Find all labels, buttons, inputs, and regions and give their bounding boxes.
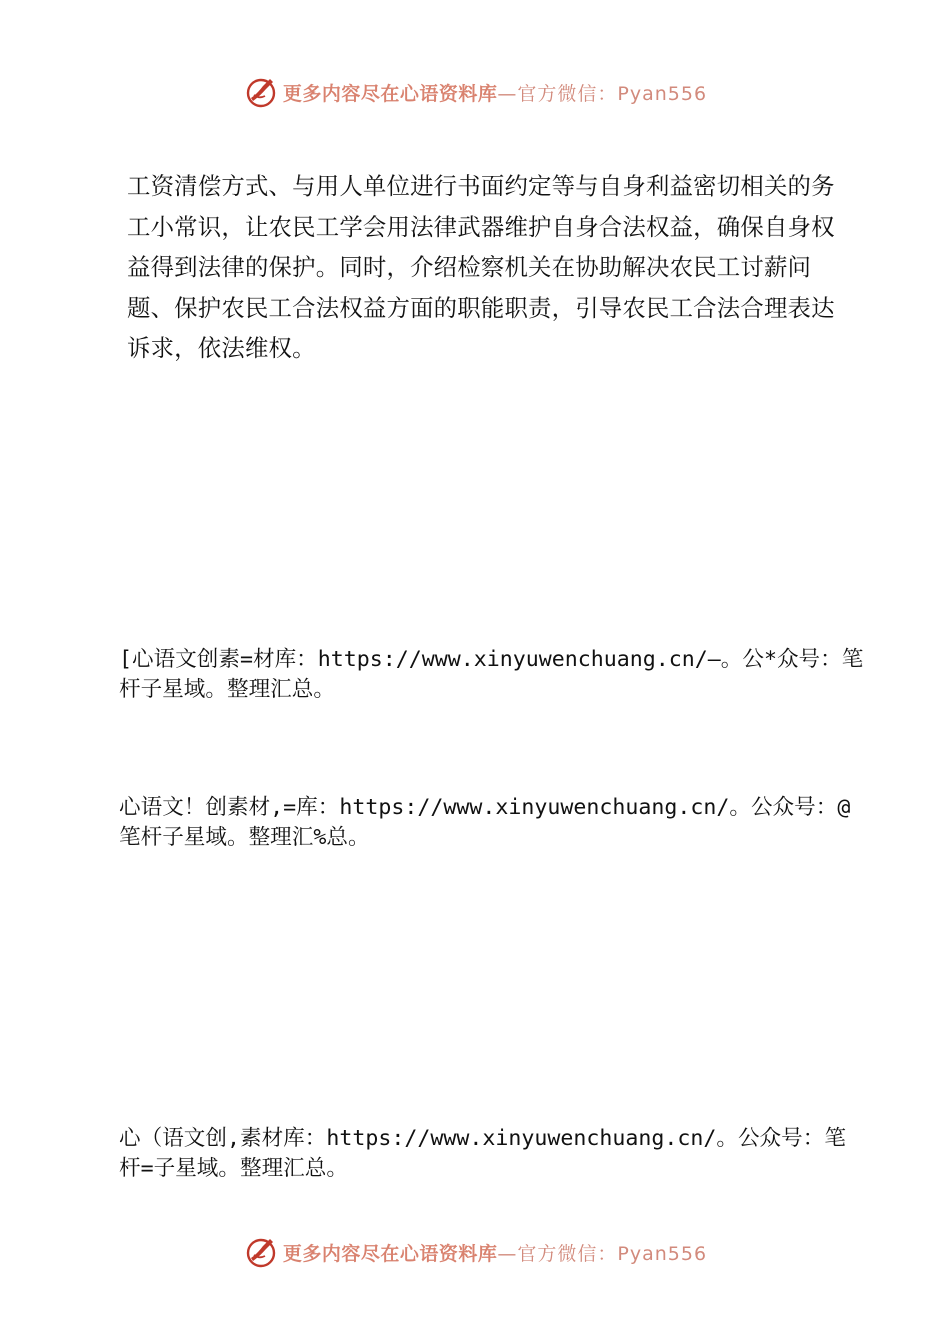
pen-circle-logo-icon (243, 74, 279, 110)
source-note-1: [心语文创素=材库：https://www.xinyuwenchuang.cn/—。公*众号：笔杆子星域。整理汇总。 (119, 647, 864, 702)
source-note-3: 心（语文创,素材库：https://www.xinyuwenchuang.cn/。公众号：笔杆=子星域。整理汇总。 (119, 1126, 846, 1181)
header-banner (0, 72, 950, 112)
footer-banner (0, 1232, 950, 1272)
banner-wechat-text: —官方微信：Pyan556 (497, 82, 708, 105)
pen-circle-logo-icon (243, 1234, 279, 1270)
banner-main-text: 更多内容尽在心语资料库 (282, 82, 498, 105)
body-paragraph: 工资清偿方式、与用人单位进行书面约定等与自身利益密切相关的务工小常识，让农民工学会用法律武器维护自身合法权益，确保自身权益得到法律的保护。同时，介绍检察机关在协助解决农民工讨薪问题、保护农民工合法权益方面的职能职责，引导农民工合法合理表达诉求，依法维权。 (127, 172, 835, 362)
source-note-2: 心语文！创素材,=库：https://www.xinyuwenchuang.cn/。公众号：@笔杆子星域。整理汇%总。 (119, 795, 851, 850)
banner-wechat-text: —官方微信：Pyan556 (497, 1242, 708, 1265)
banner-main-text: 更多内容尽在心语资料库 (282, 1242, 498, 1265)
